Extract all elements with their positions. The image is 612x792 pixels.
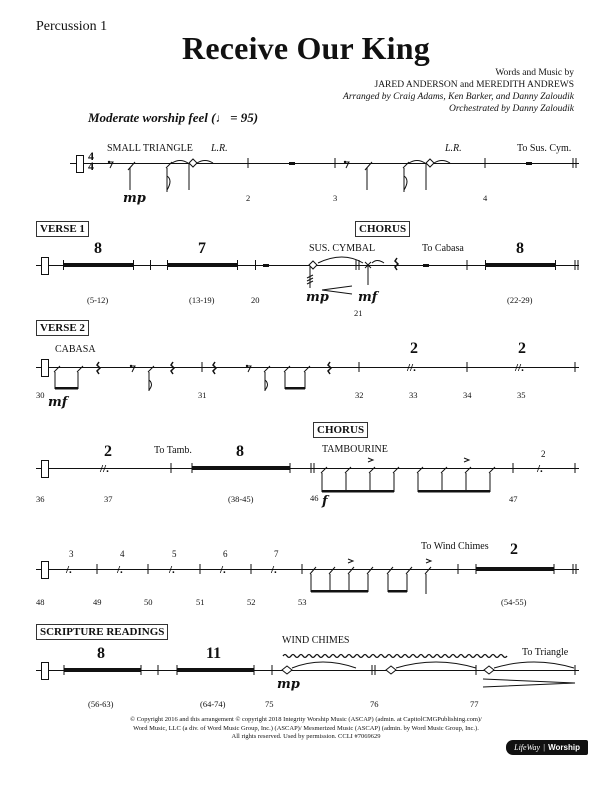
copyright-line: Word Music, LLC (a div. of Word Music Group, Inc.) (ASCAP)/ Mesmerized Music (ASCAP) (admin. by Word Music Group, Inc.).	[133, 724, 479, 732]
publisher-logo: LifeWay | Worship	[506, 740, 588, 755]
repeat-count: 2	[410, 340, 418, 357]
dynamic-marking: f	[322, 494, 328, 509]
svg-text://.: //.	[100, 463, 109, 475]
multi-rest-count: 8	[236, 443, 244, 460]
logo-worship: Worship	[548, 743, 580, 752]
copyright-notice	[0, 716, 612, 742]
svg-text:/.: /.	[169, 564, 175, 576]
multi-rest-range: (64-74)	[200, 699, 226, 709]
quarter-note-icon: ♩	[215, 111, 228, 125]
dynamic-marking: mp	[306, 290, 329, 305]
measure-number: 48	[36, 597, 45, 607]
instrument-label: TAMBOURINE	[322, 444, 388, 455]
dynamic-marking: mf	[48, 395, 68, 410]
measure-number: 2	[246, 193, 251, 203]
instrument-change: To Tamb.	[154, 445, 192, 456]
measure-number: 31	[198, 390, 207, 400]
rehearsal-mark-verse-2: VERSE 2	[36, 320, 89, 336]
repeat-count: 2	[541, 449, 546, 459]
multi-rest-count: 11	[206, 645, 222, 662]
instrument-change: To Cabasa	[422, 243, 464, 254]
svg-text://.: //.	[515, 362, 524, 374]
measure-number: 76	[370, 699, 379, 709]
repeat-count: 2	[518, 340, 526, 357]
svg-text://.: //.	[407, 362, 416, 374]
repeat-count: 2	[104, 443, 112, 460]
multi-rest-count: 2	[510, 541, 518, 558]
let-ring-label: L.R.	[211, 143, 228, 154]
svg-text:/.: /.	[271, 564, 277, 576]
measure-number: 52	[247, 597, 256, 607]
multi-rest-range: (56-63)	[88, 699, 114, 709]
instrument-change: To Sus. Cym.	[517, 143, 572, 154]
repeat-count: 3	[69, 549, 74, 559]
tempo-bpm: = 95)	[230, 110, 259, 125]
orchestrator: Orchestrated by Danny Zaloudik	[449, 104, 574, 114]
rehearsal-mark-scripture-readings: SCRIPTURE READINGS	[36, 624, 168, 640]
multi-rest-range: (5-12)	[87, 295, 109, 305]
svg-text:/.: /.	[66, 564, 72, 576]
part-name: Percussion 1	[36, 19, 108, 34]
instrument-label: SUS. CYMBAL	[309, 243, 376, 254]
instrument-label: WIND CHIMES	[282, 635, 350, 646]
multi-rest-count: 8	[516, 240, 524, 257]
instrument-label: SMALL TRIANGLE	[107, 143, 193, 154]
copyright-line: © Copyright 2016 and this arrangement © copyright 2018 Integrity Worship Music (ASCAP) (admin. at CapitolCMGPublishing.com)/	[130, 716, 482, 723]
measure-number: 77	[470, 699, 479, 709]
repeat-count: 4	[120, 549, 125, 559]
measure-number: 21	[354, 308, 363, 318]
copyright-line: All rights reserved. Used by permission. CCLI #7069629	[231, 733, 381, 740]
arranger: Arranged by Craig Adams, Ken Barker, and Danny Zaloudik	[343, 92, 574, 102]
measure-number: 53	[298, 597, 307, 607]
measure-number: 51	[196, 597, 205, 607]
composers: JARED ANDERSON and MEREDITH ANDREWS	[374, 80, 574, 90]
tempo-text: Moderate worship feel (	[88, 110, 216, 125]
dynamic-marking: mf	[358, 290, 378, 305]
svg-text:/.: /.	[537, 463, 543, 475]
multi-rest-range: (22-29)	[507, 295, 533, 305]
instrument-label: CABASA	[55, 344, 96, 355]
measure-number: 50	[144, 597, 153, 607]
time-signature: 4 4	[88, 149, 94, 173]
svg-text:/.: /.	[220, 564, 226, 576]
song-title: Receive Our King	[182, 30, 430, 66]
measure-number: 46	[310, 493, 319, 503]
measure-number: 37	[104, 494, 113, 504]
measure-number: 49	[93, 597, 102, 607]
dynamic-marking: mp	[277, 677, 300, 692]
measure-number: 33	[409, 390, 418, 400]
multi-rest-count: 8	[97, 645, 105, 662]
measure-number: 3	[333, 193, 338, 203]
words-music-label: Words and Music by	[495, 68, 574, 78]
measure-number: 36	[36, 494, 45, 504]
let-ring-label: L.R.	[445, 143, 462, 154]
measure-number: 47	[509, 494, 518, 504]
svg-text:/.: /.	[117, 564, 123, 576]
measure-number: 20	[251, 295, 260, 305]
repeat-count: 5	[172, 549, 177, 559]
rehearsal-mark-chorus: CHORUS	[355, 221, 410, 237]
multi-rest-range: (54-55)	[501, 597, 527, 607]
multi-rest-range: (13-19)	[189, 295, 215, 305]
measure-number: 75	[265, 699, 274, 709]
instrument-change: To Triangle	[522, 647, 569, 658]
measure-number: 34	[463, 390, 472, 400]
measure-number: 32	[355, 390, 364, 400]
measure-number: 4	[483, 193, 488, 203]
multi-rest-count: 8	[94, 240, 102, 257]
repeat-count: 7	[274, 549, 279, 559]
logo-lifeway: LifeWay	[514, 743, 541, 752]
repeat-count: 6	[223, 549, 228, 559]
measure-number: 35	[517, 390, 526, 400]
rehearsal-mark-chorus: CHORUS	[313, 422, 368, 438]
instrument-change: To Wind Chimes	[421, 541, 489, 552]
rehearsal-mark-verse-1: VERSE 1	[36, 221, 89, 237]
measure-number: 30	[36, 390, 45, 400]
multi-rest-count: 7	[198, 240, 206, 257]
multi-rest-range: (38-45)	[228, 494, 254, 504]
dynamic-marking: mp	[123, 191, 146, 206]
